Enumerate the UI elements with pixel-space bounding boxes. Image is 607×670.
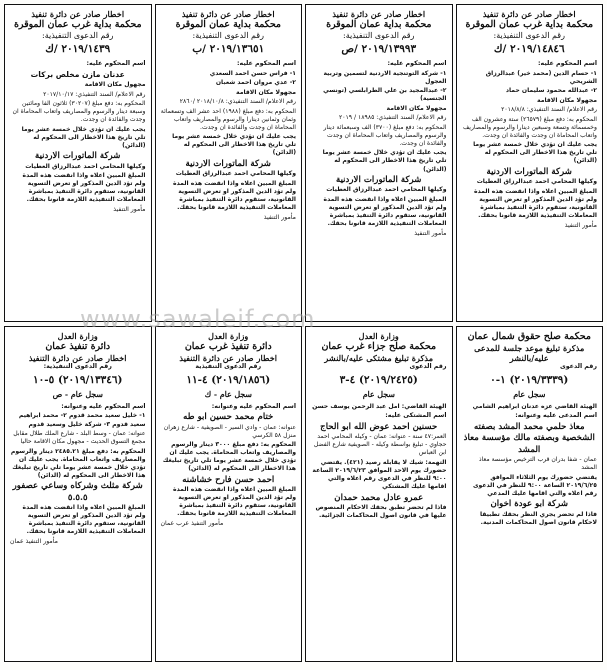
- notice-title: اخطار صادر عن دائرة التنفيذ: [179, 353, 278, 363]
- case-number: ٢٠١٩/٣٣٣٩) ١-٠): [490, 373, 569, 386]
- debtor-label: اسم المشتكى عليه:: [385, 412, 447, 420]
- debtor-name: حسنين احمد عوض الله ابو الحاج: [320, 422, 438, 433]
- creditor-name: شركة الماتورات الاردنية: [486, 167, 573, 177]
- debtor-name: عدنان مازن مخلص بركات: [30, 69, 125, 79]
- judgment-text: المحكوم به: دفع مبلغ (٣٠٢٠٧) ثلاثون الفا ومائتين وسبعة دينار والرسوم والمصاريف واتعاب المحاماة ان وجدت والفائدة ان وجدت.: [12, 100, 146, 124]
- notice-title: اخطار صادر عن دائرة تنفيذ: [31, 9, 125, 19]
- court-name: محكمة بداية غرب عمان الموقرة: [465, 19, 593, 31]
- register-type: سجل عام: [513, 390, 546, 400]
- debtor-label: اسم المدعى عليه وعنوانه:: [515, 412, 597, 420]
- notice-title: مذكرة تبليغ موعد جلسة للمدعى: [474, 342, 585, 353]
- notice-top-1: [456, 4, 604, 322]
- case-number: ٢٠١٩/١٨٥٦) ٤-١١): [186, 373, 271, 386]
- case-number: ٢٠١٩/١٣٣٤٦) ٥-١٠): [33, 373, 123, 386]
- judgment-date: رقم الاعلام/ السند التنفيذي: ٢٠١٨/٨/٨: [501, 106, 597, 114]
- judgment-text: المحكوم به: دفع مبلغ (٣٧٠٠) الف وسبعمائة دينار والرسوم والمصاريف واتعاب المحاماة ان وجدت والفائدة ان وجدت.: [323, 123, 447, 147]
- judgment-text: المحكوم به: دفع مبلغ ٢٤٨٥.٢١ دينار والرسوم والمصاريف واتعاب المحاماة. يجب عليك ان تؤدي خلال خمسة عشر يوما تلي تاريخ تبليغك هذا الاخطار الى المحكوم له (الدائن): [10, 447, 146, 479]
- court-name: دائرة تنفيذ غرب عمان: [184, 341, 272, 353]
- creditor-name: شركة الماتورات الاردنية: [335, 175, 422, 186]
- notice-header: [161, 331, 297, 363]
- case-label: رقم الدعوى التنفيذية: [195, 363, 262, 371]
- notice-bottom-4: [4, 326, 152, 662]
- plaintiff-name: شركة ابو عودة اخوان: [490, 499, 569, 510]
- creditor-name: شركة الماتورات الاردنية: [34, 151, 121, 162]
- case-number: ٢٠١٩/١٣٩٩٣ /ص: [341, 43, 417, 55]
- notice-bottom-3: [155, 326, 303, 662]
- notice-header: [311, 9, 447, 41]
- signature: مأمور التنفيذ عرب عمان: [160, 520, 224, 528]
- debtor-address: مجهول مكان الاقامة: [84, 81, 146, 89]
- debtor-name: ٢- عدي مروان احمد شعبان: [215, 79, 296, 87]
- legal-warning: فاذا لم تحضر يجري النظر بحقك تطبيقا لاحكام قانون اصول المحاكمات المدنية.: [479, 510, 597, 526]
- notice-top-3: [155, 4, 303, 322]
- plaintiff-name: عمرو عادل محمد حمدان: [334, 492, 424, 503]
- case-label: رقم الدعوى التنفيذية:: [192, 31, 264, 40]
- debtor-label: اسم المحكوم عليه وعنوانه:: [61, 402, 146, 410]
- judge-line: الهيئة القاضي: امل عبد الرحمن يوسف حسن: [312, 402, 447, 410]
- legal-warning: المبلغ المبين اعلاه واذا انقضت هذه المدة ولم تؤد الدين المذكور او تعرض التسوية القانونية، ستقوم دائرة التنفيذ بمباشرة المعاملات التنفيذية اللازمة قانونا بحقك.: [22, 503, 146, 536]
- case-number: ٢٠١٩/١٤٨٤٦ /ك: [493, 43, 565, 55]
- debtor-label: اسم المحكوم عليه:: [86, 59, 146, 67]
- case-label: رقم الدعوى: [559, 363, 597, 371]
- creditor-agent: وكيلها المحامي احمد عبدالرزاق العطيات: [175, 170, 296, 178]
- notice-top-2: [305, 4, 453, 322]
- notice-title: اخطار صادر عن دائرة التنفيذ: [28, 353, 127, 363]
- debtor-name: ٢- عبدالله محمود سليمان حماد: [505, 87, 597, 95]
- signature: مأمور التنفيذ: [113, 206, 146, 214]
- judgment-date: رقم الاعلام/ السند التنفيذي: ١٨٩٨٥ / ٢٠١٩: [338, 114, 447, 122]
- judgment-text: المحكوم به: دفع مبلغ (١٩٨٨) احد عشر الف وتسعمائة وثمان وثمانين دينارا والرسوم والمصاريف واتعاب المحاماة ان وجدت والفائدة ان وجدت.: [160, 107, 296, 131]
- debtor-address: مجهولا مكان الاقامة: [386, 104, 447, 112]
- case-number: ٢٠١٩/٢٤٢٥) ٤-٣): [339, 373, 418, 386]
- payment-demand: يجب عليك ان تؤدي خلال خمسة عشر يوما تلي تاريخ هذا الاخطار الى المحكوم له (الدائن): [21, 125, 146, 149]
- case-label: رقم الدعوى التنفيذية:: [42, 31, 114, 40]
- notice-header: [311, 331, 447, 363]
- watermark: www.sawaleif.com: [80, 305, 316, 333]
- debtor-name: ختام محمد حسين ابو طه: [183, 412, 274, 423]
- creditor-name: شركة مثلث وشركاه وساعي عصفور ٥.٥.٥: [12, 481, 143, 503]
- legal-warning: المبلغ المبين اعلاه واذا انقضت هذه المدة ولم تؤد الدين المذكور او تعرض التسوية القانونية، ستقوم دائرة التنفيذ بمباشرة المعاملات التنفيذية اللازمة قانونا بحقك.: [22, 172, 146, 204]
- case-label: رقم الدعوى التنفيذية:: [43, 363, 112, 371]
- case-number: ٢٠١٩/١٣٦٥١ /ب: [192, 43, 265, 55]
- notice-header: [10, 331, 146, 363]
- debtor-address: عنوانه: عمان - وادي السير - الصويفية - شارع زهران منزل ٥٨ الكرسي: [163, 423, 296, 439]
- case-label: رقم الدعوى التنفيذية:: [343, 31, 415, 40]
- court-name: دائرة تنفيذ عمان: [45, 341, 111, 353]
- debtor-label: اسم المحكوم عليه وعنوانه:: [211, 402, 296, 410]
- notices-grid: [4, 4, 603, 666]
- notice-bottom-1: [456, 326, 604, 662]
- debtor-name: ١- شركة التوتنجية الاردنية لتسمين وتربية العجول: [323, 69, 447, 85]
- payment-demand: يجب عليك ان تؤدي خلال خمسة عشر يوما تلي تاريخ هذا الاخطار الى المحكوم له (الدائن): [473, 141, 597, 165]
- debtor-address: العمر:٤٧ سنة - عنوانه: عمان - وكيله المحامي احمد حجاوي - تبليغ بواسطة وكيله - الصويفية شارع الفضل ابن العباس: [313, 433, 447, 457]
- signature: مأمور التنفيذ: [564, 222, 597, 229]
- debtor-name: معاذ حلمي محمد المشد بصفته الشخصية وبصفته مالك مؤسسة معاذ المشد: [463, 422, 595, 455]
- debtor-name: ١- فراس حسن احمد السعدي: [209, 69, 296, 77]
- notice-subtitle: عليه/بالنشر: [509, 353, 549, 363]
- debtor-name: ٢- عبدالمجيد بن علي الطرابلسي (تونسي الجنسية): [323, 87, 447, 103]
- legal-warning: المبلغ المبين اعلاه واذا انقضت هذه المدة ولم تؤد الدين المذكور او تعرض التسوية القانونية، ستقوم دائرة التنفيذ بمباشرة المعاملات التنفيذية اللازمة قانونا بحقك.: [173, 179, 296, 211]
- creditor-name: شركة الماتورات الاردنية: [185, 158, 272, 169]
- notice-title: اخطار صادر عن دائرة تنفيذ: [181, 9, 275, 19]
- notice-bottom-2: [305, 326, 453, 662]
- judgment-text: المحكوم به: دفع مبلغ (٢٦٥٧٩) ستة وعشرون الف وخمسمائة وتسعة وسبعين دينارا والرسوم والمصاريف واتعاب المحاماة ان وجدت والفائدة ان وجدت.: [462, 115, 597, 139]
- debtor-name: ١- خليل سعيد محمد قدوم ٢- محمد ابراهيم سعيد قدوم ٣- شركة خليل وسعيد قدوم: [18, 412, 146, 428]
- legal-warning: فاذا لم تحضر تطبق بحقك الاحكام المنصوص عليها في قانون اصول المحاكمات الجزائية.: [315, 503, 447, 519]
- court-name: محكمة بداية عمان الموقرة: [175, 19, 281, 31]
- creditor-agent: وكيلها المحامي احمد عبدالرزاق العطيات: [476, 178, 597, 186]
- judgment-text: المحكوم به: دفع مبلغ ٣٠٠٠ دينار والرسوم والمصاريف واتعاب المحاماة. يجب عليك ان تؤدي خلال خمسة عشر يوما تلي تاريخ تبليغك هذا الاخطار الى المحكوم له (الدائن): [162, 441, 296, 473]
- notice-top-4: [4, 4, 152, 322]
- creditor-agent: وكيلها المحامي احمد عبدالرزاق العطيات: [326, 186, 447, 194]
- court-name: محكمة صلح جزاء غرب عمان: [321, 341, 436, 353]
- case-label: رقم الدعوى التنفيذية:: [493, 31, 565, 40]
- register-type: سجل عام - ص: [52, 390, 103, 400]
- case-number: ٢٠١٩/١٤٣٩ /ك: [45, 43, 111, 55]
- court-name: محكمة بداية غرب عمان الموقرة: [14, 19, 142, 31]
- register-type: سجل عام - ك: [204, 390, 252, 400]
- legal-warning: المبلغ المبين اعلاه واذا انقضت هذه المدة ولم تؤد الدين المذكور او تعرض التسوية القانونية، ستقوم دائرة التنفيذ بمباشرة المعاملات التنفيذية اللازمة قانونا بحقك.: [474, 187, 597, 219]
- legal-warning: المبلغ المبين اعلاه واذا انقضت هذه المدة ولم تؤد الدين المذكور او تعرض التسوية القانونية، ستقوم دائرة التنفيذ بمباشرة المعاملات التنفيذية اللازمة قانونا بحقك.: [173, 486, 296, 518]
- court-name: محكمة بداية عمان الموقرة: [326, 19, 432, 31]
- debtor-address: عمان - شفا بدران قرب الترخيص مؤسسة معاذ المشد: [478, 456, 597, 472]
- payment-demand: يجب عليك ان تؤدي خلال خمسة عشر يوما تلي تاريخ هذا الاخطار الى المحكوم له (الدائن): [172, 133, 296, 157]
- legal-warning: المبلغ المبين اعلاه واذا انقضت هذه المدة ولم تؤد الدين المذكور او تعرض التسوية القانونية، ستقوم دائرة التنفيذ بمباشرة المعاملات التنفيذية اللازمة قانونا بحقك.: [323, 195, 447, 227]
- signature: مأمور التنفيذ عمان: [10, 538, 58, 546]
- creditor-name: احمد حسن فارح خشاشنه: [182, 475, 275, 486]
- notice-header: [462, 331, 598, 363]
- notice-header: [462, 9, 598, 41]
- debtor-address: مجهولا مكان الاقامة: [537, 96, 597, 104]
- notice-title: اخطار صادر عن دائرة تنفيذ: [332, 9, 426, 19]
- case-label: رقم الدعوى: [409, 363, 447, 371]
- payment-demand: يجب عليك ان تؤدي خلال خمسة عشر يوما تلي تاريخ هذا الاخطار الى المحكوم له (الدائن): [322, 149, 447, 173]
- debtor-label: اسم المحكوم عليه:: [538, 59, 597, 67]
- debtor-name: ١- حسام الدين (محمد خير) عبدالرزاق الشريحي: [485, 69, 597, 85]
- ministry-name: وزارة العدل: [208, 331, 249, 341]
- summons-text: التهمة: شيك لا يقابله رصيد (٤٢١). يقتضي حضورك يوم الاحد الموافق ٢٠١٩/٦/٢٣ الساعة ٩:٠٠ للنظر في الدعوى رقم اعلاه والتي اقامها عليك المشتكي: [312, 458, 447, 491]
- register-type: سجل عام: [362, 390, 395, 400]
- creditor-agent: وكيلها المحامي احمد عبدالرزاق العطيات: [25, 162, 146, 170]
- court-name: محكمة صلح حقوق شمال عمان: [467, 331, 591, 342]
- debtor-label: اسم المحكوم عليه:: [237, 59, 296, 67]
- debtor-address: عنوانه: عمان - وسط البلد - شارع الملك طلال مقابل مجمع التسوق الحديث - مجهول مكان الاقامة حاليا: [13, 430, 146, 446]
- ministry-name: وزارة العدل: [358, 331, 399, 341]
- signature: مأمور التنفيذ: [263, 213, 296, 221]
- notice-header: [10, 9, 146, 41]
- notice-title: اخطار صادر عن دائرة تنفيذ: [482, 9, 576, 19]
- ministry-name: وزارة العدل: [57, 331, 98, 341]
- notice-title: مذكرة تبليغ مشتكى عليه/بالنشر: [324, 353, 434, 363]
- notice-header: [161, 9, 297, 41]
- debtor-label: اسم المحكوم عليه:: [387, 59, 447, 67]
- signature: مأمور التنفيذ: [414, 230, 447, 238]
- judgment-date: رقم الاعلام/ السند التنفيذي: ٢٠١٨/١٠/٨ /٢٨٦٠: [179, 98, 296, 106]
- judgment-date: رقم الاعلام/ السند التنفيذي: ٢٠١٧/١٠/١٧: [43, 90, 146, 98]
- judge-line: الهيئة القاضي عزه عدنان ابراهيم الشامي: [472, 402, 597, 410]
- summons-text: يقتضي حضورك يوم الثلاثاء الموافق ٢٠١٩/٦/٢٥ الساعة ٩:٠٠ للنظر في الدعوى رقم اعلاه والتي اقامها عليك المدعي: [472, 473, 597, 497]
- debtor-address: مجهولا مكان الاقامة: [236, 88, 296, 96]
